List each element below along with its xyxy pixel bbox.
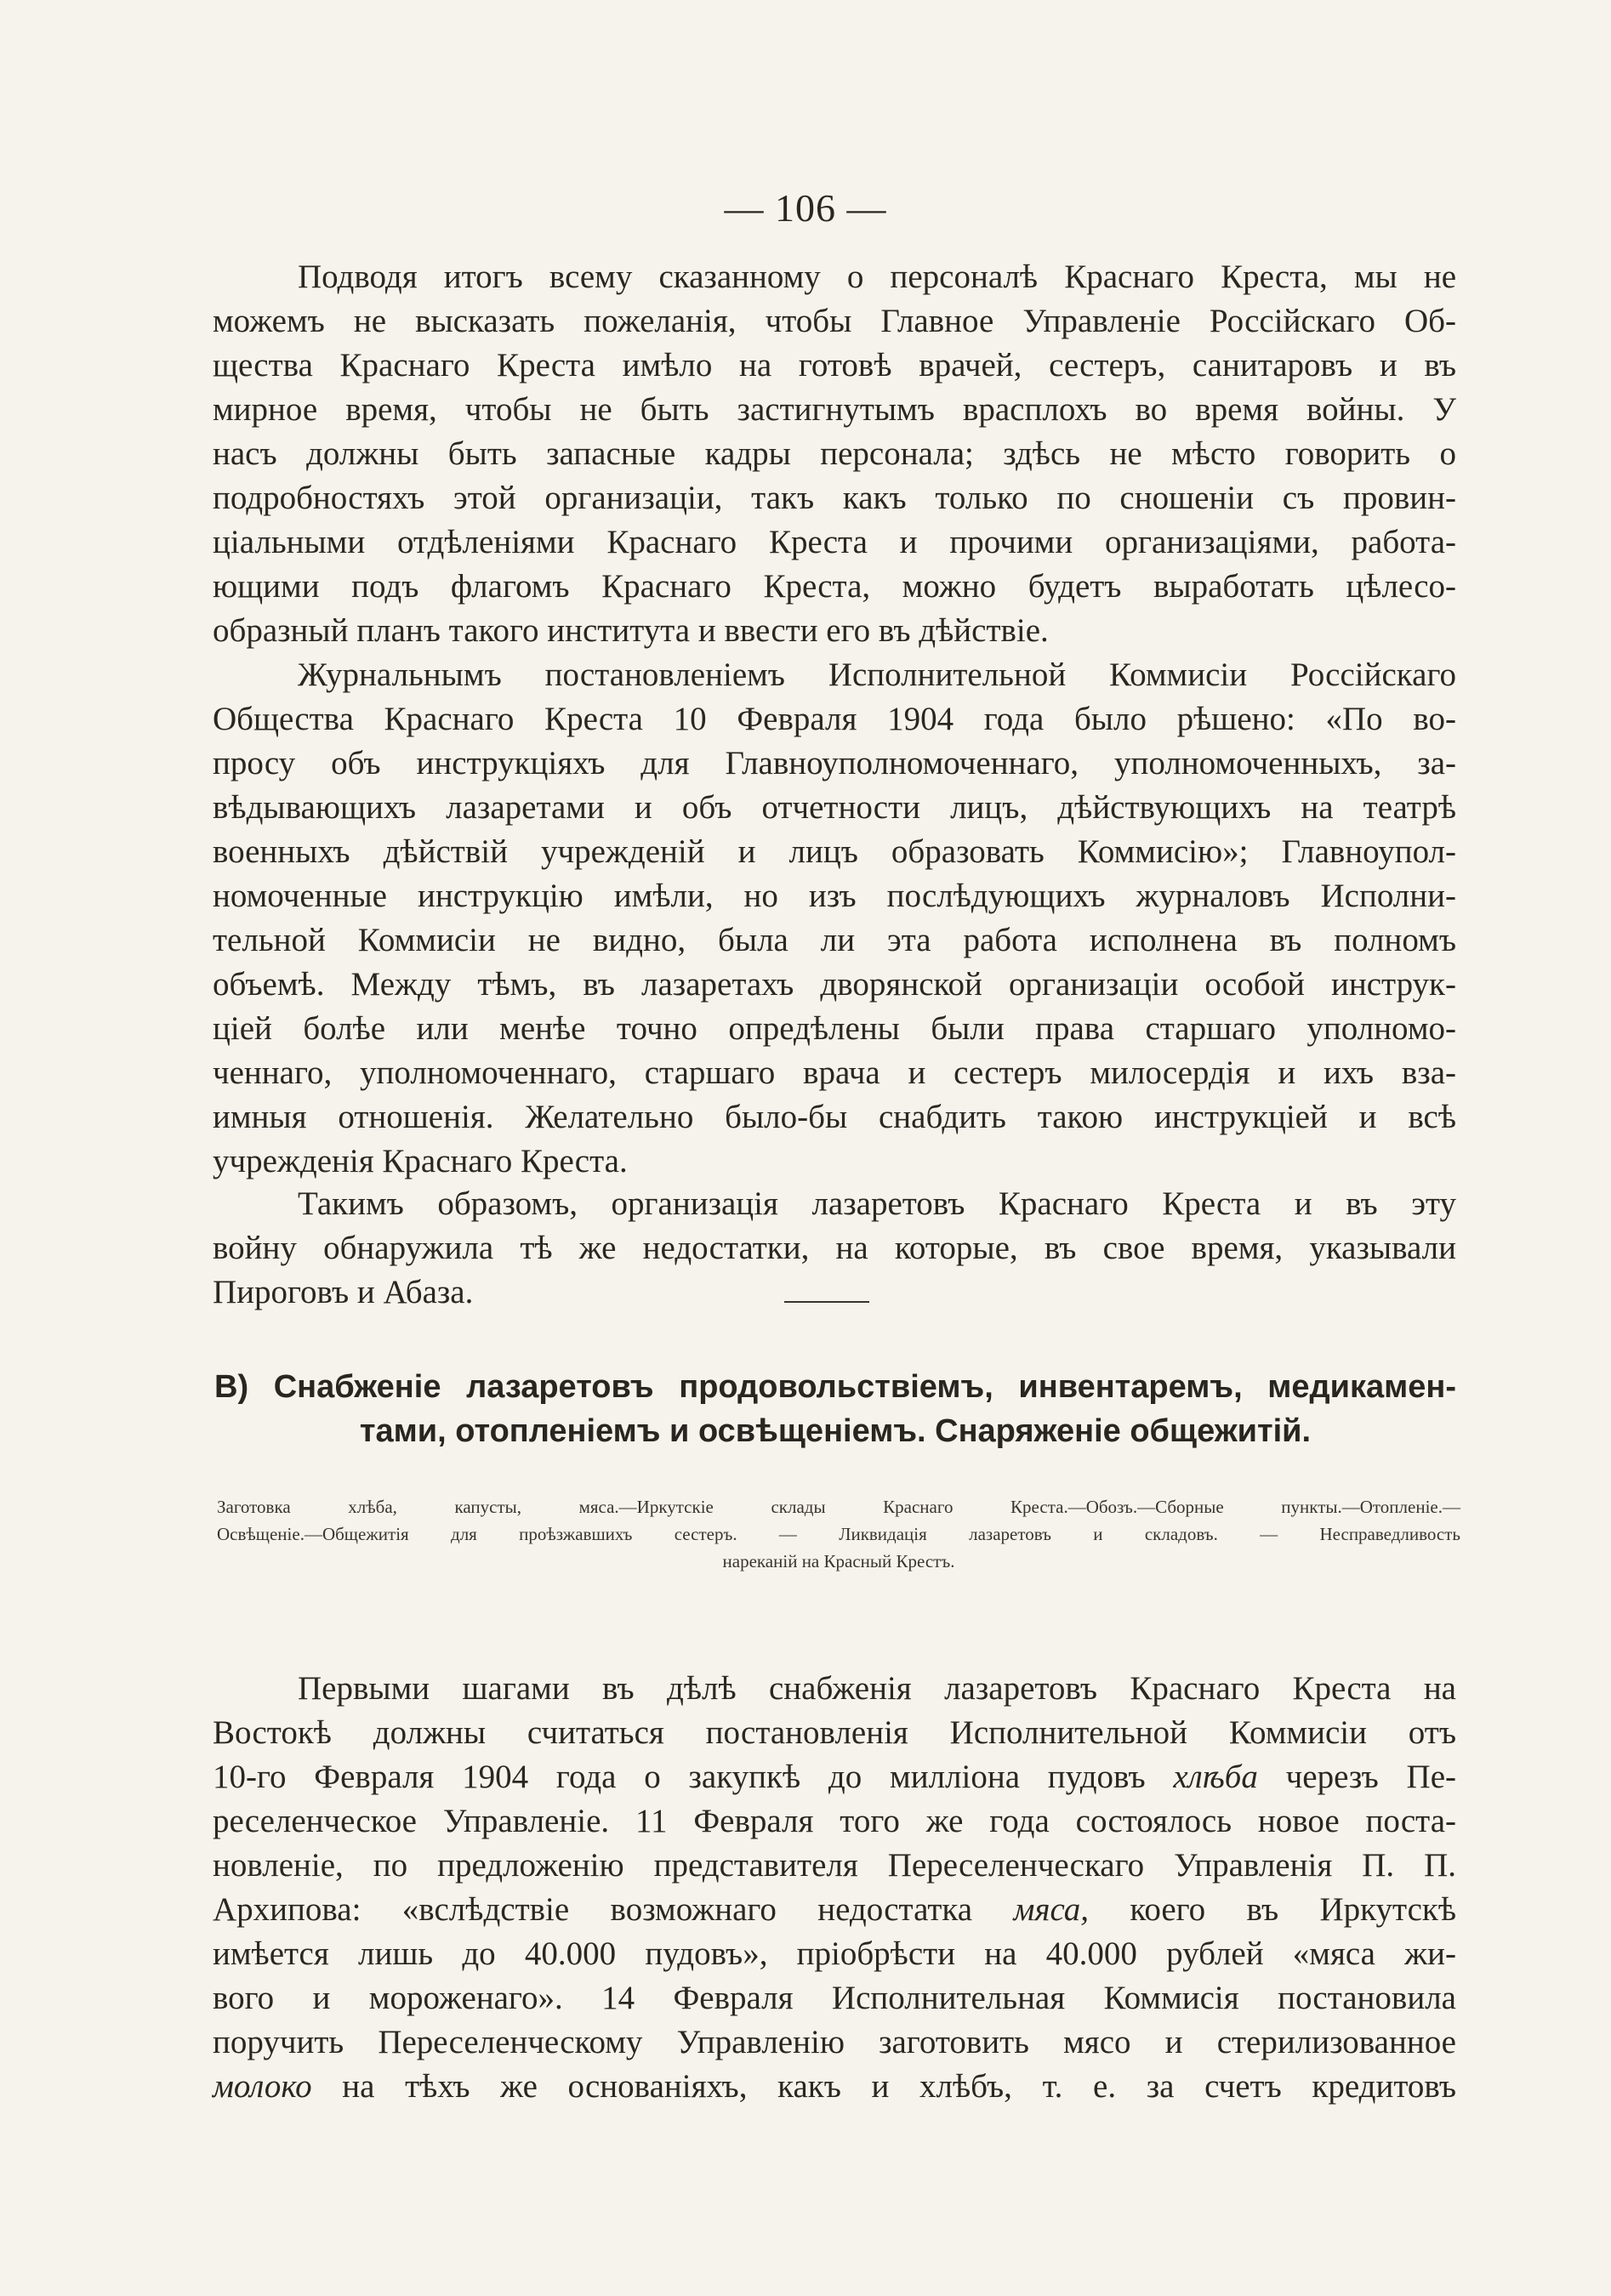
text-run: коего въ Иркутскѣ: [1089, 1891, 1456, 1928]
paragraph-personnel-summary: [213, 255, 1456, 653]
text-line: Общества Краснаго Креста 10 Февраля 1904 года было рѣшено: «По во-: [213, 701, 1456, 737]
text-line: [213, 1755, 1456, 1799]
text-run: на тѣхъ же основаніяхъ, какъ и хлѣбъ, т. е. за счетъ кредитовъ: [311, 2068, 1456, 2105]
text-line: войну обнаружила тѣ же недостатки, на которые, въ свое время, указывали: [213, 1230, 1456, 1266]
text-line: Журнальнымъ постановленіемъ Исполнительной Коммисіи Россійскаго: [298, 656, 1456, 693]
text-line: Пироговъ и Абаза.: [213, 1274, 474, 1310]
heading-line: В) Снабженіе лазаретовъ продовольствіемъ, инвентаремъ, медикамен-: [214, 1369, 1456, 1405]
text-line: Первыми шагами въ дѣлѣ снабженія лазаретовъ Краснаго Креста на: [298, 1670, 1456, 1707]
section-summary: [217, 1493, 1460, 1575]
emphasized-word: хлѣба: [1173, 1759, 1258, 1795]
emphasized-word: мяса,: [1013, 1891, 1090, 1928]
text-line: номоченные инструкцію имѣли, но изъ послѣдующихъ журналовъ Исполни-: [213, 878, 1456, 914]
text-line: вѣдывающихъ лазаретами и объ отчетности лицъ, дѣйствующихъ на театрѣ: [213, 789, 1456, 826]
text-line: тельной Коммисіи не видно, была ли эта работа исполнена въ полномъ: [213, 922, 1456, 958]
text-line: ціальными отдѣленіями Краснаго Креста и прочими организаціями, работа-: [213, 524, 1456, 560]
text-line: ющими подъ флагомъ Краснаго Креста, можно будетъ выработать цѣлесо-: [213, 568, 1456, 605]
text-line: Подводя итогъ всему сказанному о персоналѣ Краснаго Креста, мы не: [298, 259, 1456, 295]
text-line: ціей болѣе или менѣе точно опредѣлены были права старшаго уполномо-: [213, 1010, 1456, 1047]
text-run: 10-го Февраля 1904 года о закупкѣ до милліона пудовъ: [213, 1759, 1174, 1795]
page-number: — 106 —: [724, 186, 887, 230]
summary-line: Заготовка хлѣба, капусты, мяса.—Иркутскіе склады Краснаго Креста.—Обозъ.—Сборные пункты.—Отопленіе.—: [217, 1497, 1460, 1517]
text-line: Востокѣ должны считаться постановленія Исполнительной Коммисіи отъ: [213, 1714, 1456, 1751]
text-run: черезъ Пе-: [1257, 1759, 1456, 1795]
text-run: Архипова: «вслѣдствіе возможнаго недостатка: [213, 1891, 1014, 1928]
text-line: [213, 2065, 1456, 2109]
text-line: вого и мороженаго». 14 Февраля Исполнительная Коммисія постановила: [213, 1980, 1456, 2016]
heading-line: тами, отопленіемъ и освѣщеніемъ. Снаряженіе общежитій.: [359, 1413, 1312, 1449]
text-line: имныя отношенія. Желательно было-бы снабдить такою инструкціей и всѣ: [213, 1099, 1456, 1135]
section-heading: [214, 1365, 1456, 1453]
text-line: щества Краснаго Креста имѣло на готовѣ врачей, сестеръ, санитаровъ и въ: [213, 347, 1456, 384]
text-line: объемѣ. Между тѣмъ, въ лазаретахъ дворянской организаціи особой инструк-: [213, 966, 1456, 1003]
text-line: учрежденія Краснаго Креста.: [213, 1143, 628, 1179]
text-line: можемъ не высказать пожеланія, чтобы Главное Управленіе Россійскаго Об-: [213, 303, 1456, 339]
text-line: просу объ инструкціяхъ для Главноуполномоченнаго, уполномоченныхъ, за-: [213, 745, 1456, 781]
text-line: имѣется лишь до 40.000 пудовъ», пріобрѣсти на 40.000 рублей «мяса жи-: [213, 1935, 1456, 1972]
text-line: Такимъ образомъ, организація лазаретовъ Краснаго Креста и въ эту: [298, 1185, 1456, 1222]
text-line: военныхъ дѣйствій учрежденій и лицъ образовать Коммисію»; Главноупол-: [213, 833, 1456, 870]
paragraph-supplies: [213, 1667, 1456, 2109]
emphasized-word: молоко: [213, 2068, 312, 2105]
text-line: новленіе, по предложенію представителя Переселенческаго Управленія П. П.: [213, 1847, 1456, 1884]
text-line: поручить Переселенческому Управленію заготовить мясо и стерилизованное: [213, 2024, 1456, 2060]
text-line: насъ должны быть запасные кадры персонала; здѣсь не мѣсто говорить о: [213, 435, 1456, 472]
section-divider: [784, 1301, 869, 1303]
text-line: мирное время, чтобы не быть застигнутымъ врасплохъ во время войны. У: [213, 391, 1456, 428]
text-line: реселенческое Управленіе. 11 Февраля того же года состоялось новое поста-: [213, 1803, 1456, 1839]
summary-line: нареканій на Красный Крестъ.: [722, 1551, 955, 1571]
summary-line: Освѣщеніе.—Общежитія для проѣзжавшихъ сестеръ. — Ликвидація лазаретовъ и складовъ. — Несправедливость: [217, 1524, 1460, 1544]
paragraph-journal-resolution: [213, 653, 1456, 1184]
text-line: образный планъ такого института и ввести его въ дѣйствіе.: [213, 612, 1049, 649]
text-line: ченнаго, уполномоченнаго, старшаго врача и сестеръ милосердія и ихъ вза-: [213, 1054, 1456, 1091]
text-line: подробностяхъ этой организаціи, такъ какъ только по сношеніи съ провин-: [213, 480, 1456, 516]
text-line: [213, 1888, 1456, 1932]
paragraph-conclusion: [213, 1182, 1456, 1315]
